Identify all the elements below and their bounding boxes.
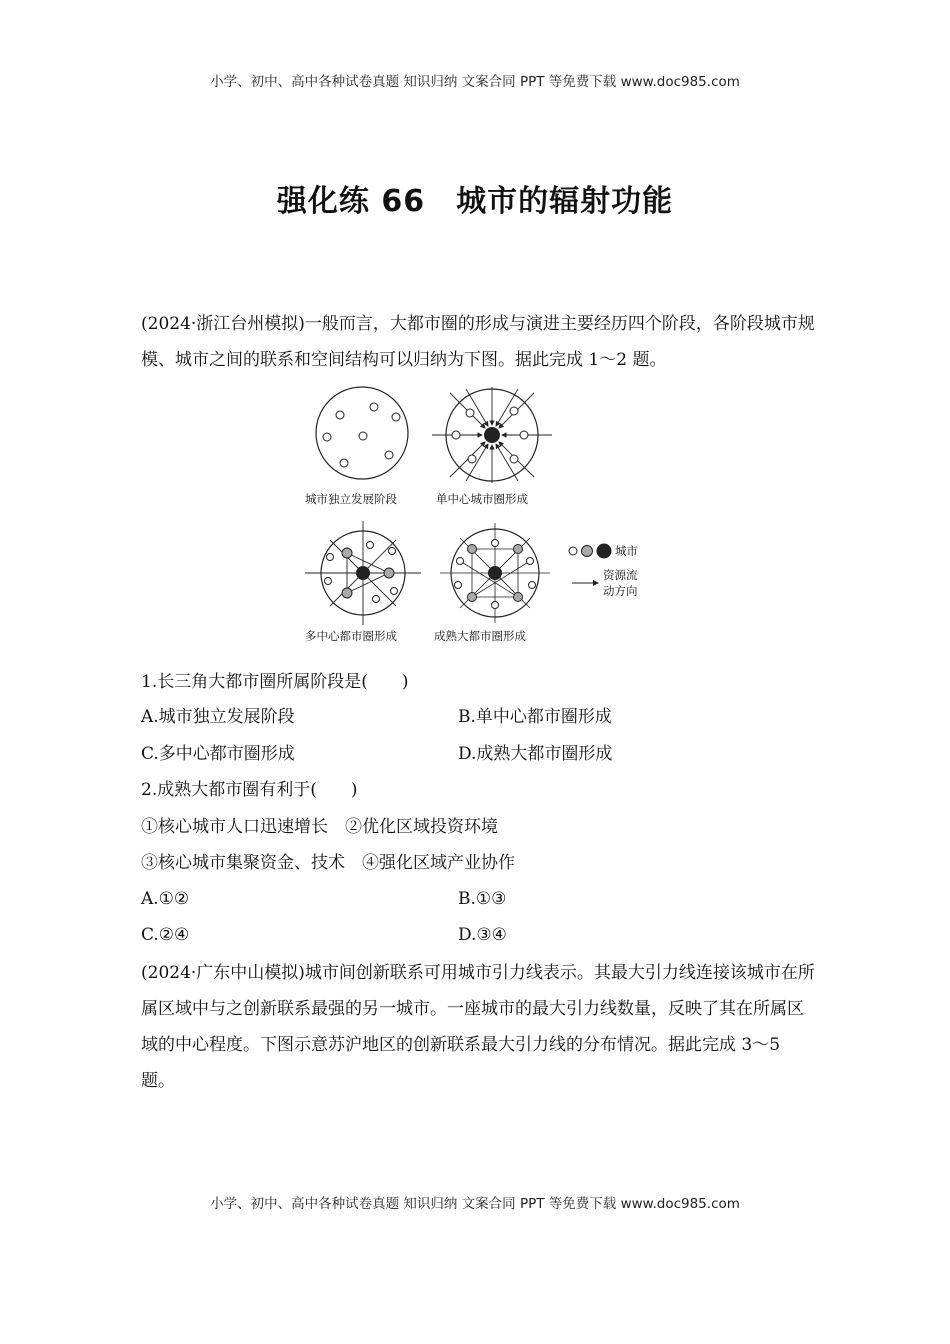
caption-stage-3: 多中心都市圈形成 [305, 629, 397, 643]
caption-stage-4: 成熟大都市圈形成 [434, 629, 526, 643]
intro-paragraph-2: (2024·广东中山模拟)城市间创新联系可用城市引力线表示。其最大引力线连接该城市在所属区域中与之创新联系最强的另一城市。一座城市的最大引力线数量，反映了其在所属区域的中心程度。下图示意苏沪地区的创新联系最大引力线的分布情况。据此完成 3～5 题。 [141, 963, 815, 1091]
panel-single-center [432, 387, 552, 483]
question-2-option-d: D.③④ [458, 925, 507, 945]
question-2-option-a: A.①② [141, 889, 190, 909]
question-2-option-c: C.②④ [141, 925, 190, 945]
page-footer: 小学、初中、高中各种试卷真题 知识归纳 文案合同 PPT 等免费下载 www.doc985.com [210, 1196, 740, 1212]
question-2-option-b: B.①③ [458, 889, 507, 909]
page-title: 强化练 66 城市的辐射功能 [276, 184, 674, 219]
legend-city-label: 城市 [615, 544, 638, 558]
question-1-option-b: B.单中心都市圈形成 [458, 707, 612, 727]
figure-legend [569, 544, 638, 599]
legend-flow-label-1: 资源流 [603, 568, 638, 582]
question-1-option-c: C.多中心都市圈形成 [141, 744, 295, 764]
caption-stage-1: 城市独立发展阶段 [305, 492, 397, 506]
panel-independent [316, 387, 408, 479]
question-1-stem: 1.长三角大都市圈所属阶段是( ) [141, 672, 409, 692]
caption-stage-2: 单中心城市圈形成 [436, 492, 528, 506]
intro-paragraph-1: (2024·浙江台州模拟)一般而言，大都市圈的形成与演进主要经历四个阶段，各阶段城市规模、城市之间的联系和空间结构可以归纳为下图。据此完成 1～2 题。 [141, 314, 815, 370]
urban-stages-figure [300, 385, 680, 647]
question-2-items-2: ③核心城市集聚资金、技术 ④强化区域产业协作 [141, 853, 515, 873]
question-1-option-d: D.成熟大都市圈形成 [458, 744, 613, 764]
page-header: 小学、初中、高中各种试卷真题 知识归纳 文案合同 PPT 等免费下载 www.doc985.com [210, 74, 740, 90]
panel-multi-center [305, 521, 421, 625]
panel-mature [440, 523, 550, 623]
legend-flow-label-2: 动方向 [603, 584, 638, 598]
question-2-items-1: ①核心城市人口迅速增长 ②优化区域投资环境 [141, 817, 498, 837]
question-2-stem: 2.成熟大都市圈有利于( ) [141, 780, 358, 800]
question-1-option-a: A.城市独立发展阶段 [141, 707, 295, 727]
